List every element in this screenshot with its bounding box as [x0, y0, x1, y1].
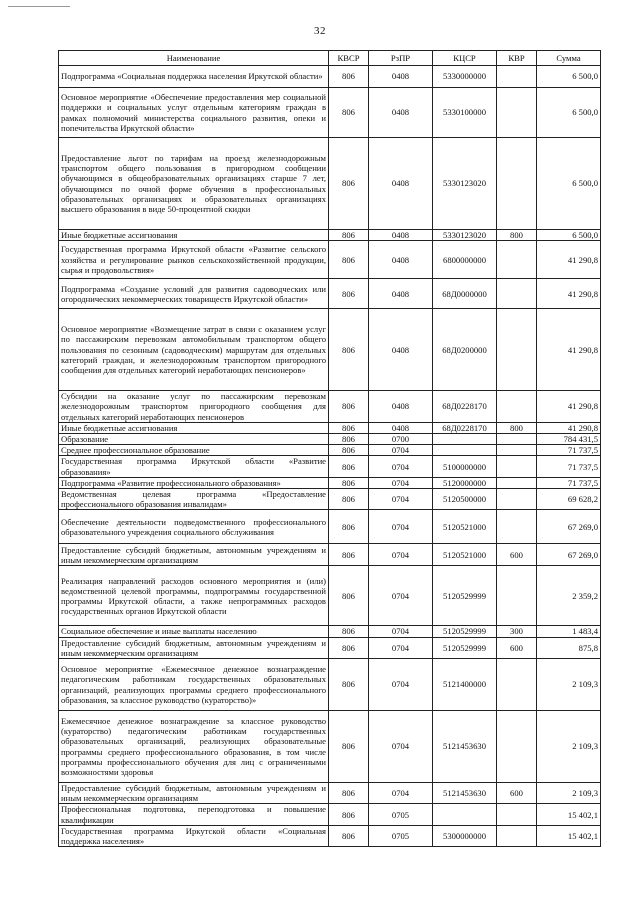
row-kvr: 800	[497, 230, 537, 241]
row-name: Основное мероприятие «Ежемесячное денежное вознаграждение педагогическим работникам государственных образовательных организаций, реализующих программы среднего профессионального образования, за классное руководство (кураторство)»	[59, 659, 329, 711]
row-kcsr: 5120521000	[433, 544, 497, 566]
row-kvr	[497, 434, 537, 445]
row-kvr	[497, 309, 537, 391]
row-kcsr: 5120529999	[433, 626, 497, 637]
row-kvsr: 806	[329, 456, 369, 477]
row-rzpr: 0408	[369, 88, 433, 138]
row-kcsr: 5100000000	[433, 456, 497, 477]
row-rzpr: 0704	[369, 783, 433, 804]
row-name: Ведомственная целевая программа «Предоставление профессионального образования инвалидам»	[59, 489, 329, 510]
table-row	[59, 477, 601, 488]
row-kvr: 800	[497, 422, 537, 433]
row-kcsr	[433, 434, 497, 445]
table-row	[59, 422, 601, 433]
row-kvsr: 806	[329, 659, 369, 711]
row-kcsr: 5330000000	[433, 66, 497, 88]
row-kcsr	[433, 804, 497, 825]
row-rzpr: 0408	[369, 279, 433, 309]
row-kvr	[497, 489, 537, 510]
table-header-row	[59, 51, 601, 66]
table-row	[59, 241, 601, 279]
row-sum: 71 737,5	[537, 477, 601, 488]
row-kvsr: 806	[329, 434, 369, 445]
row-kvr: 600	[497, 544, 537, 566]
row-kvr	[497, 477, 537, 488]
row-kcsr: 5120000000	[433, 477, 497, 488]
row-rzpr: 0408	[369, 309, 433, 391]
row-sum: 2 109,3	[537, 659, 601, 711]
row-sum: 6 500,0	[537, 230, 601, 241]
table-row	[59, 88, 601, 138]
row-rzpr: 0704	[369, 477, 433, 488]
row-kcsr: 5330123020	[433, 230, 497, 241]
row-sum: 69 628,2	[537, 489, 601, 510]
row-kvr	[497, 66, 537, 88]
row-rzpr: 0704	[369, 544, 433, 566]
row-kvr	[497, 456, 537, 477]
row-kvsr: 806	[329, 445, 369, 456]
row-name: Предоставление субсидий бюджетным, автономным учреждениям и иным некоммерческим организациям	[59, 637, 329, 658]
row-kcsr: 5121453630	[433, 783, 497, 804]
row-rzpr: 0704	[369, 659, 433, 711]
row-kvr	[497, 659, 537, 711]
row-kvsr: 806	[329, 66, 369, 88]
table-row	[59, 138, 601, 230]
table-row	[59, 825, 601, 846]
row-sum: 71 737,5	[537, 445, 601, 456]
table-row	[59, 434, 601, 445]
row-name: Основное мероприятие «Возмещение затрат в связи с оказанием услуг по пассажирским перевозкам автомобильным транспортом общего пользования по сезонным (садоводческим) маршрутам для отдельных категорий граждан, и железнодорожным транспортом пригородного сообщения для отдельных категорий неработающих пенсионеров»	[59, 309, 329, 391]
row-name: Подпрограмма «Развитие профессионального образования»	[59, 477, 329, 488]
row-sum: 67 269,0	[537, 544, 601, 566]
table-row	[59, 279, 601, 309]
row-name: Подпрограмма «Социальная поддержка населения Иркутской области»	[59, 66, 329, 88]
row-kvsr: 806	[329, 309, 369, 391]
table-row	[59, 66, 601, 88]
row-kcsr: 68Д0200000	[433, 309, 497, 391]
row-kvsr: 806	[329, 391, 369, 423]
row-kvsr: 806	[329, 825, 369, 846]
row-kcsr	[433, 445, 497, 456]
table-row	[59, 456, 601, 477]
row-kvr	[497, 279, 537, 309]
row-name: Государственная программа Иркутской области «Развитие сельского хозяйства и регулирование рынков сельскохозяйственной продукции, сырья и продовольствия»	[59, 241, 329, 279]
row-kcsr: 68Д0228170	[433, 391, 497, 423]
header-kvsr: КВСР	[329, 51, 369, 66]
row-sum: 6 500,0	[537, 66, 601, 88]
row-kvr: 600	[497, 783, 537, 804]
row-kvsr: 806	[329, 489, 369, 510]
row-rzpr: 0704	[369, 626, 433, 637]
table-row	[59, 566, 601, 626]
table-row	[59, 445, 601, 456]
row-kvr	[497, 241, 537, 279]
row-sum: 6 500,0	[537, 88, 601, 138]
row-rzpr: 0408	[369, 66, 433, 88]
table-row	[59, 510, 601, 544]
row-name: Иные бюджетные ассигнования	[59, 422, 329, 433]
row-kvr	[497, 445, 537, 456]
row-kvsr: 806	[329, 711, 369, 783]
row-name: Социальное обеспечение и иные выплаты населению	[59, 626, 329, 637]
row-kcsr: 5330123020	[433, 138, 497, 230]
table-row	[59, 637, 601, 658]
row-name: Субсидии на оказание услуг по пассажирским перевозкам железнодорожным транспортом пригородного сообщения для отдельных категорий неработающих пенсионеров	[59, 391, 329, 423]
row-sum: 41 290,8	[537, 422, 601, 433]
row-sum: 1 483,4	[537, 626, 601, 637]
row-rzpr: 0700	[369, 434, 433, 445]
row-kcsr: 5121453630	[433, 711, 497, 783]
row-rzpr: 0408	[369, 241, 433, 279]
row-rzpr: 0704	[369, 456, 433, 477]
row-rzpr: 0705	[369, 804, 433, 825]
header-name: Наименование	[59, 51, 329, 66]
row-sum: 41 290,8	[537, 309, 601, 391]
row-kvr	[497, 825, 537, 846]
row-sum: 875,8	[537, 637, 601, 658]
row-sum: 41 290,8	[537, 279, 601, 309]
row-sum: 41 290,8	[537, 241, 601, 279]
row-sum: 2 109,3	[537, 783, 601, 804]
row-kvsr: 806	[329, 477, 369, 488]
row-kvsr: 806	[329, 279, 369, 309]
row-kcsr: 5120500000	[433, 489, 497, 510]
row-kcsr: 68Д0228170	[433, 422, 497, 433]
row-sum: 71 737,5	[537, 456, 601, 477]
row-kvsr: 806	[329, 783, 369, 804]
row-kvsr: 806	[329, 138, 369, 230]
row-kvr	[497, 88, 537, 138]
row-name: Основное мероприятие «Обеспечение предоставления мер социальной поддержки и социальных услуг отдельным категориям граждан в рамках полномочий министерства социального развития, опеки и попечительства Иркутской области»	[59, 88, 329, 138]
row-kvsr: 806	[329, 637, 369, 658]
row-kvr	[497, 138, 537, 230]
row-rzpr: 0408	[369, 230, 433, 241]
row-name: Предоставление субсидий бюджетным, автономным учреждениям и иным некоммерческим организациям	[59, 544, 329, 566]
header-kcsr: КЦСР	[433, 51, 497, 66]
row-kvsr: 806	[329, 88, 369, 138]
header-kvr: КВР	[497, 51, 537, 66]
row-rzpr: 0408	[369, 391, 433, 423]
row-kvsr: 806	[329, 544, 369, 566]
row-sum: 15 402,1	[537, 825, 601, 846]
budget-table	[58, 50, 601, 847]
row-kvr	[497, 391, 537, 423]
row-kvsr: 806	[329, 422, 369, 433]
table-row	[59, 783, 601, 804]
row-kvr	[497, 510, 537, 544]
row-sum: 41 290,8	[537, 391, 601, 423]
row-sum: 67 269,0	[537, 510, 601, 544]
row-name: Подпрограмма «Создание условий для развития садоводческих или огороднических некоммерческих товариществ Иркутской области»	[59, 279, 329, 309]
page-number: 32	[314, 25, 326, 37]
row-sum: 2 359,2	[537, 566, 601, 626]
row-name: Профессиональная подготовка, переподготовка и повышение квалификации	[59, 804, 329, 825]
row-kcsr: 5120529999	[433, 637, 497, 658]
row-kvr	[497, 711, 537, 783]
top-rule	[8, 6, 70, 7]
table-row	[59, 309, 601, 391]
row-kcsr: 6800000000	[433, 241, 497, 279]
row-rzpr: 0408	[369, 422, 433, 433]
row-rzpr: 0704	[369, 566, 433, 626]
row-kvsr: 806	[329, 230, 369, 241]
row-sum: 15 402,1	[537, 804, 601, 825]
row-kvr	[497, 566, 537, 626]
row-sum: 784 431,5	[537, 434, 601, 445]
row-kvr	[497, 804, 537, 825]
header-rzpr: РзПР	[369, 51, 433, 66]
row-kcsr: 5330100000	[433, 88, 497, 138]
table-row	[59, 804, 601, 825]
row-sum: 6 500,0	[537, 138, 601, 230]
row-name: Реализация направлений расходов основного мероприятия и (или) ведомственной целевой программы, подпрограммы государственной программы Иркутской области, а также непрограммных расходов государственных органов Иркутской области	[59, 566, 329, 626]
table-row	[59, 626, 601, 637]
table-row	[59, 659, 601, 711]
table-row	[59, 489, 601, 510]
table-row	[59, 391, 601, 423]
row-kvsr: 806	[329, 510, 369, 544]
row-rzpr: 0704	[369, 489, 433, 510]
row-rzpr: 0408	[369, 138, 433, 230]
row-kvsr: 806	[329, 241, 369, 279]
table-row	[59, 711, 601, 783]
table-row	[59, 544, 601, 566]
table-row	[59, 230, 601, 241]
row-kcsr: 5300000000	[433, 825, 497, 846]
row-kvsr: 806	[329, 804, 369, 825]
row-rzpr: 0704	[369, 637, 433, 658]
row-kvsr: 806	[329, 566, 369, 626]
row-name: Предоставление льгот по тарифам на проезд железнодорожным транспортом общего пользования в пригородном сообщении обучающимся в общеобразовательных организациях старше 7 лет, обучающимся по очной форме обучения в профессиональных образовательных организациях и образовательных организациях высшего образования в виде 50-процентной скидки	[59, 138, 329, 230]
row-name: Среднее профессиональное образование	[59, 445, 329, 456]
row-name: Государственная программа Иркутской области «Социальная поддержка населения»	[59, 825, 329, 846]
row-kcsr: 5121400000	[433, 659, 497, 711]
row-kvsr: 806	[329, 626, 369, 637]
row-name: Обеспечение деятельности подведомственного профессионального образовательного учреждения социального обслуживания	[59, 510, 329, 544]
row-sum: 2 109,3	[537, 711, 601, 783]
row-name: Предоставление субсидий бюджетным, автономным учреждениям и иным некоммерческим организациям	[59, 783, 329, 804]
row-rzpr: 0704	[369, 510, 433, 544]
row-kcsr: 5120529999	[433, 566, 497, 626]
row-kcsr: 5120521000	[433, 510, 497, 544]
row-name: Иные бюджетные ассигнования	[59, 230, 329, 241]
row-kvr: 600	[497, 637, 537, 658]
row-rzpr: 0704	[369, 711, 433, 783]
row-name: Государственная программа Иркутской области «Развитие образования»	[59, 456, 329, 477]
row-kvr: 300	[497, 626, 537, 637]
row-rzpr: 0705	[369, 825, 433, 846]
header-sum: Сумма	[537, 51, 601, 66]
row-name: Ежемесячное денежное вознаграждение за классное руководство (кураторство) педагогическим работникам государственных образовательных организаций, реализующих образовательные программы среднего профессионального образования, в том числе программы профессионального обучения для лиц с ограниченными возможностями здоровья	[59, 711, 329, 783]
row-kcsr: 68Д0000000	[433, 279, 497, 309]
row-name: Образование	[59, 434, 329, 445]
row-rzpr: 0704	[369, 445, 433, 456]
